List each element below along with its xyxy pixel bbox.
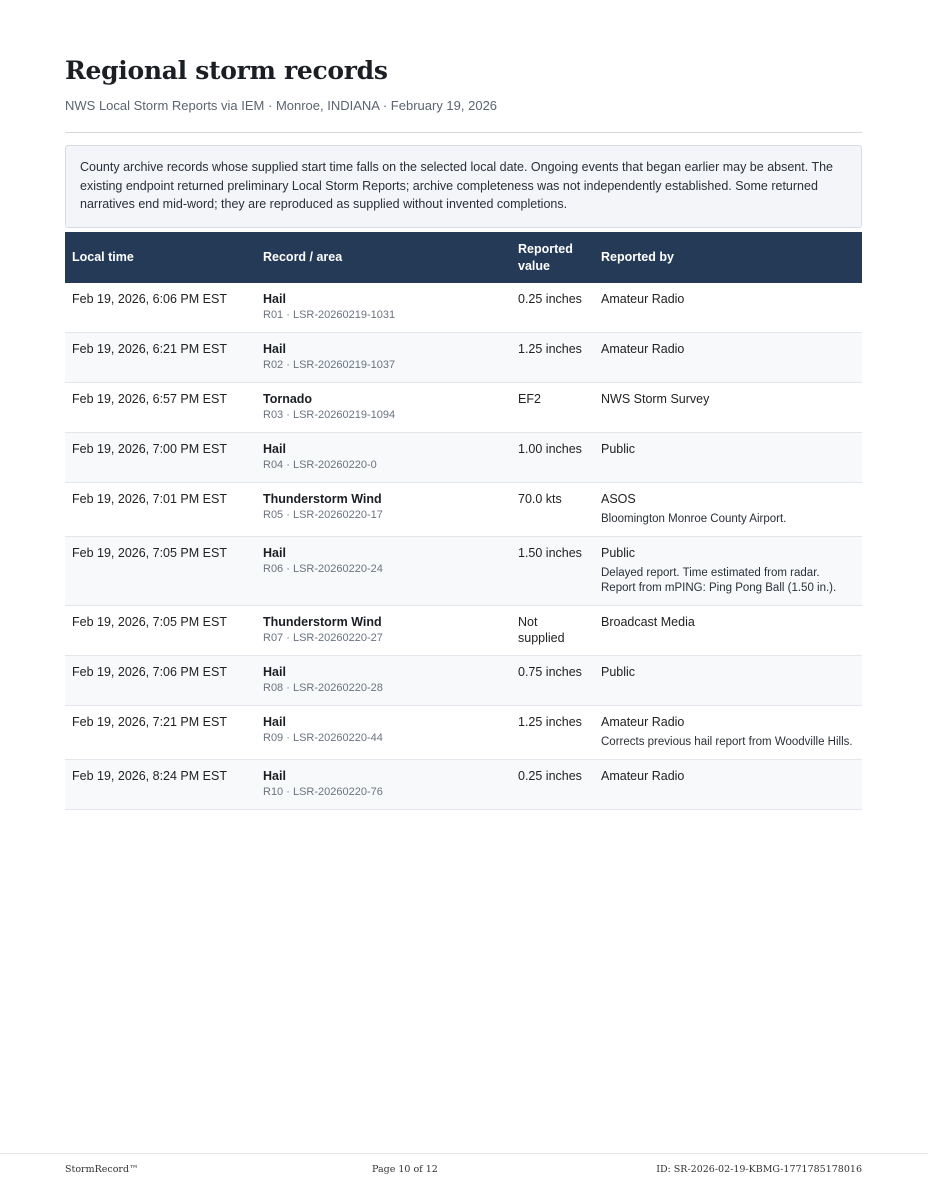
cell-local-time: Feb 19, 2026, 6:21 PM EST [65,333,256,383]
cell-record-area [256,706,511,760]
cell-reported-by [594,606,862,656]
reporter-source: Public [601,665,636,679]
table-header-row [65,232,862,283]
page-subtitle: NWS Local Storm Reports via IEM · Monroe, INDIANA · February 19, 2026 [65,98,498,113]
cell-reported-value: EF2 [511,383,594,433]
header-divider [65,132,862,133]
record-id: R03 · LSR-20260219-1094 [263,409,396,421]
page-title: Regional storm records [65,56,388,85]
cell-local-time: Feb 19, 2026, 6:06 PM EST [65,283,256,333]
cell-reported-by [594,283,862,333]
column-header-record-area: Record / area [256,232,511,283]
cell-reported-by [594,433,862,483]
record-type: Tornado [263,392,313,406]
record-type: Hail [263,769,286,783]
storm-records-table [65,232,862,810]
cell-reported-value: 0.25 inches [511,760,594,810]
record-type: Hail [263,342,286,356]
table-body [65,283,862,810]
reporter-source: Amateur Radio [601,292,685,306]
cell-reported-value: 1.50 inches [511,537,594,606]
record-type: Thunderstorm Wind [263,615,382,629]
cell-record-area [256,383,511,433]
table-row [65,656,862,706]
record-type: Hail [263,292,286,306]
cell-local-time: Feb 19, 2026, 7:00 PM EST [65,433,256,483]
reporter-source: Public [601,442,636,456]
report-narrative: Bloomington Monroe County Airport. [601,513,787,525]
cell-reported-value: Not supplied [511,606,594,656]
cell-record-area [256,433,511,483]
cell-record-area [256,537,511,606]
record-type: Hail [263,715,286,729]
cell-local-time: Feb 19, 2026, 7:01 PM EST [65,483,256,537]
cell-record-area [256,283,511,333]
reporter-source: NWS Storm Survey [601,392,710,406]
record-type: Hail [263,665,286,679]
column-header-local-time: Local time [65,232,256,283]
cell-reported-value: 0.25 inches [511,283,594,333]
cell-local-time: Feb 19, 2026, 7:21 PM EST [65,706,256,760]
footer-page-number: Page 10 of 12 [372,1164,438,1175]
cell-record-area [256,606,511,656]
cell-reported-value: 0.75 inches [511,656,594,706]
cell-record-area [256,483,511,537]
table-row [65,606,862,656]
column-header-reported-value: Reported value [511,232,594,283]
table-row [65,383,862,433]
cell-record-area [256,333,511,383]
report-narrative: Delayed report. Time estimated from radar. Report from mPING: Ping Pong Ball (1.50 in.). [601,567,837,594]
cell-local-time: Feb 19, 2026, 8:24 PM EST [65,760,256,810]
column-header-reported-by: Reported by [594,232,862,283]
footer-document-id: ID: SR-2026-02-19-KBMG-1771785178016 [656,1164,862,1175]
cell-local-time: Feb 19, 2026, 7:05 PM EST [65,537,256,606]
table-row [65,537,862,606]
record-id: R02 · LSR-20260219-1037 [263,359,396,371]
table-row [65,483,862,537]
record-id: R09 · LSR-20260220-44 [263,732,383,744]
cell-reported-by [594,537,862,606]
record-type: Hail [263,546,286,560]
record-type: Hail [263,442,286,456]
reporter-source: Broadcast Media [601,615,695,629]
reporter-source: Public [601,546,636,560]
cell-reported-value: 70.0 kts [511,483,594,537]
cell-local-time: Feb 19, 2026, 7:05 PM EST [65,606,256,656]
record-id: R04 · LSR-20260220-0 [263,459,377,471]
table-row [65,760,862,810]
cell-local-time: Feb 19, 2026, 6:57 PM EST [65,383,256,433]
record-id: R05 · LSR-20260220-17 [263,509,383,521]
record-type: Thunderstorm Wind [263,492,382,506]
record-id: R10 · LSR-20260220-76 [263,786,383,798]
table-row [65,283,862,333]
reporter-source: ASOS [601,492,636,506]
cell-reported-value: 1.25 inches [511,706,594,760]
footer-divider [0,1153,928,1154]
cell-reported-value: 1.00 inches [511,433,594,483]
cell-reported-by [594,706,862,760]
report-narrative: Corrects previous hail report from Woodville Hills. [601,736,853,748]
cell-reported-by [594,333,862,383]
cell-reported-by [594,760,862,810]
cell-reported-by [594,656,862,706]
table-row [65,433,862,483]
record-id: R07 · LSR-20260220-27 [263,632,383,644]
cell-reported-value: 1.25 inches [511,333,594,383]
cell-record-area [256,656,511,706]
cell-local-time: Feb 19, 2026, 7:06 PM EST [65,656,256,706]
archive-notice: County archive records whose supplied start time falls on the selected local date. Ongoing events that began earlier may be absent. The existing endpoint returned preliminary Local Storm Reports; archive completeness was not independently established. Some returned narratives end mid-word; they are reproduced as supplied without invented completions. [65,145,862,228]
footer-brand: StormRecord™ [65,1164,139,1175]
cell-reported-by [594,383,862,433]
table-row [65,706,862,760]
table-row [65,333,862,383]
reporter-source: Amateur Radio [601,769,685,783]
cell-reported-by [594,483,862,537]
record-id: R08 · LSR-20260220-28 [263,682,383,694]
reporter-source: Amateur Radio [601,342,685,356]
record-id: R06 · LSR-20260220-24 [263,563,383,575]
cell-record-area [256,760,511,810]
reporter-source: Amateur Radio [601,715,685,729]
record-id: R01 · LSR-20260219-1031 [263,309,396,321]
